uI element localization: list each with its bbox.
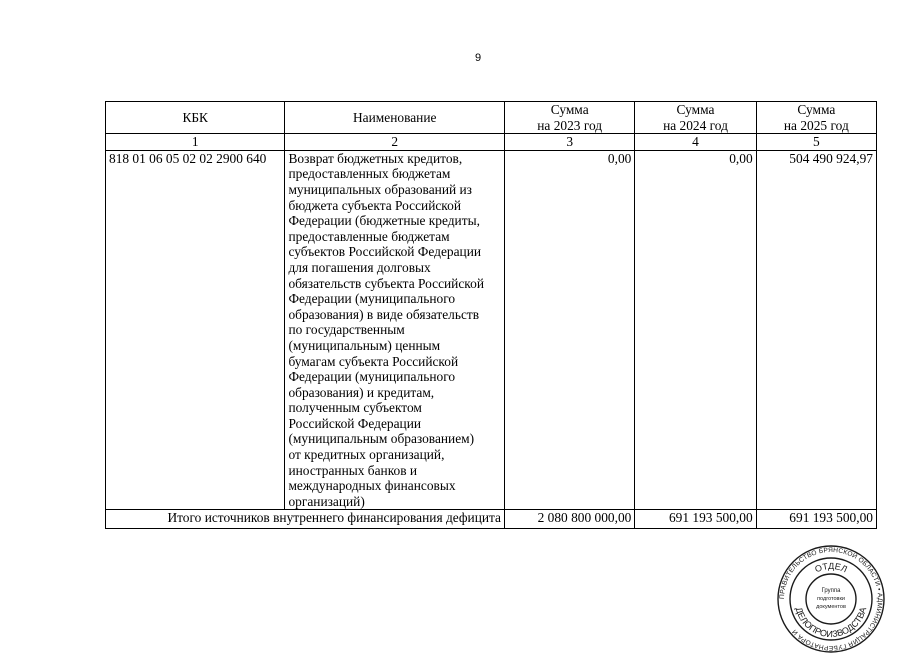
financing-table (105, 101, 877, 529)
kbk-code: 818 01 06 05 02 02 2900 640 (106, 150, 285, 510)
total-row (106, 510, 877, 529)
stamp-outer-text: ПРАВИТЕЛЬСТВО БРЯНСКОЙ ОБЛАСТИ • АДМИНИСТРАЦИЯ ГУБЕРНАТОРА И (778, 546, 884, 652)
item-name (285, 150, 505, 510)
header-sum-2025-line2: на 2025 год (783, 117, 849, 133)
item-name-line: образования) и кредитам, (288, 384, 435, 400)
sum-2024-value: 0,00 (635, 150, 756, 510)
item-name-line: субъектов Российской Федерации (288, 244, 482, 260)
item-name-line: международных финансовых (288, 478, 456, 494)
header-kbk: КБК (106, 102, 285, 134)
total-sum-2025: 691 193 500,00 (756, 510, 876, 529)
header-sum-2023-line1: Сумма (550, 102, 589, 117)
item-name-line: от кредитных организаций, (288, 447, 445, 463)
item-name-line: муниципальных образований из (288, 181, 472, 197)
item-name-line: бумагам субъекта Российской (288, 353, 459, 369)
item-name-line: обязательств субъекта Российской (288, 275, 484, 291)
stamp-ring-top: ОТДЕЛ (813, 560, 849, 575)
sum-2023-value: 0,00 (505, 150, 635, 510)
item-name-line: организаций) (288, 493, 365, 509)
item-name-line: Федерации (бюджетные кредиты, (288, 213, 480, 229)
item-name-line: Федерации (муниципального (288, 291, 456, 307)
item-name-line: (муниципальным образованием) (288, 431, 475, 447)
item-name-line: предоставленные бюджетам (288, 228, 450, 244)
header-sum-2023-line2: на 2023 год (537, 117, 603, 133)
header-sum-2024-line1: Сумма (676, 102, 715, 117)
item-name-line: предоставленных бюджетам (288, 166, 451, 182)
total-label: Итого источников внутреннего финансирования дефицита (106, 510, 505, 529)
item-name-line: полученным субъектом (288, 400, 422, 416)
header-name: Наименование (285, 102, 505, 134)
item-name-line: для погашения долговых (288, 259, 431, 275)
column-number-row (106, 134, 877, 151)
page-number: 9 (474, 52, 482, 64)
header-sum-2024 (635, 102, 756, 134)
item-name-line: по государственным (288, 322, 405, 338)
stamp-center-line: подготовки (817, 596, 845, 602)
column-number: 1 (106, 134, 285, 151)
total-sum-2024: 691 193 500,00 (635, 510, 756, 529)
header-sum-2024-line2: на 2024 год (663, 117, 728, 133)
stamp-center-line: документов (816, 604, 846, 610)
stamp-center-line: Группа (821, 588, 841, 594)
table-row (106, 150, 877, 510)
column-number: 4 (635, 134, 756, 151)
office-stamp (777, 545, 885, 653)
column-number: 5 (756, 134, 876, 151)
header-row (106, 102, 877, 134)
item-name-line: бюджета субъекта Российской (288, 197, 461, 213)
column-number: 2 (285, 134, 505, 151)
item-name-line: Возврат бюджетных кредитов, (288, 150, 463, 166)
item-name-line: (муниципальным) ценным (288, 337, 441, 353)
item-name-line: Федерации (муниципального (288, 369, 456, 385)
header-sum-2023 (505, 102, 635, 134)
item-name-line: Российской Федерации (288, 415, 422, 431)
stamp-ring-bottom: ДЕЛОПРОИЗВОДСТВА (793, 605, 869, 640)
header-sum-2025 (756, 102, 876, 134)
item-name-lines (288, 151, 501, 510)
item-name-line: иностранных банков и (288, 462, 418, 478)
column-number: 3 (505, 134, 635, 151)
item-name-line: образования) в виде обязательств (288, 306, 480, 322)
header-sum-2025-line1: Сумма (797, 102, 836, 117)
sum-2025-value: 504 490 924,97 (756, 150, 876, 510)
total-sum-2023: 2 080 800 000,00 (505, 510, 635, 529)
